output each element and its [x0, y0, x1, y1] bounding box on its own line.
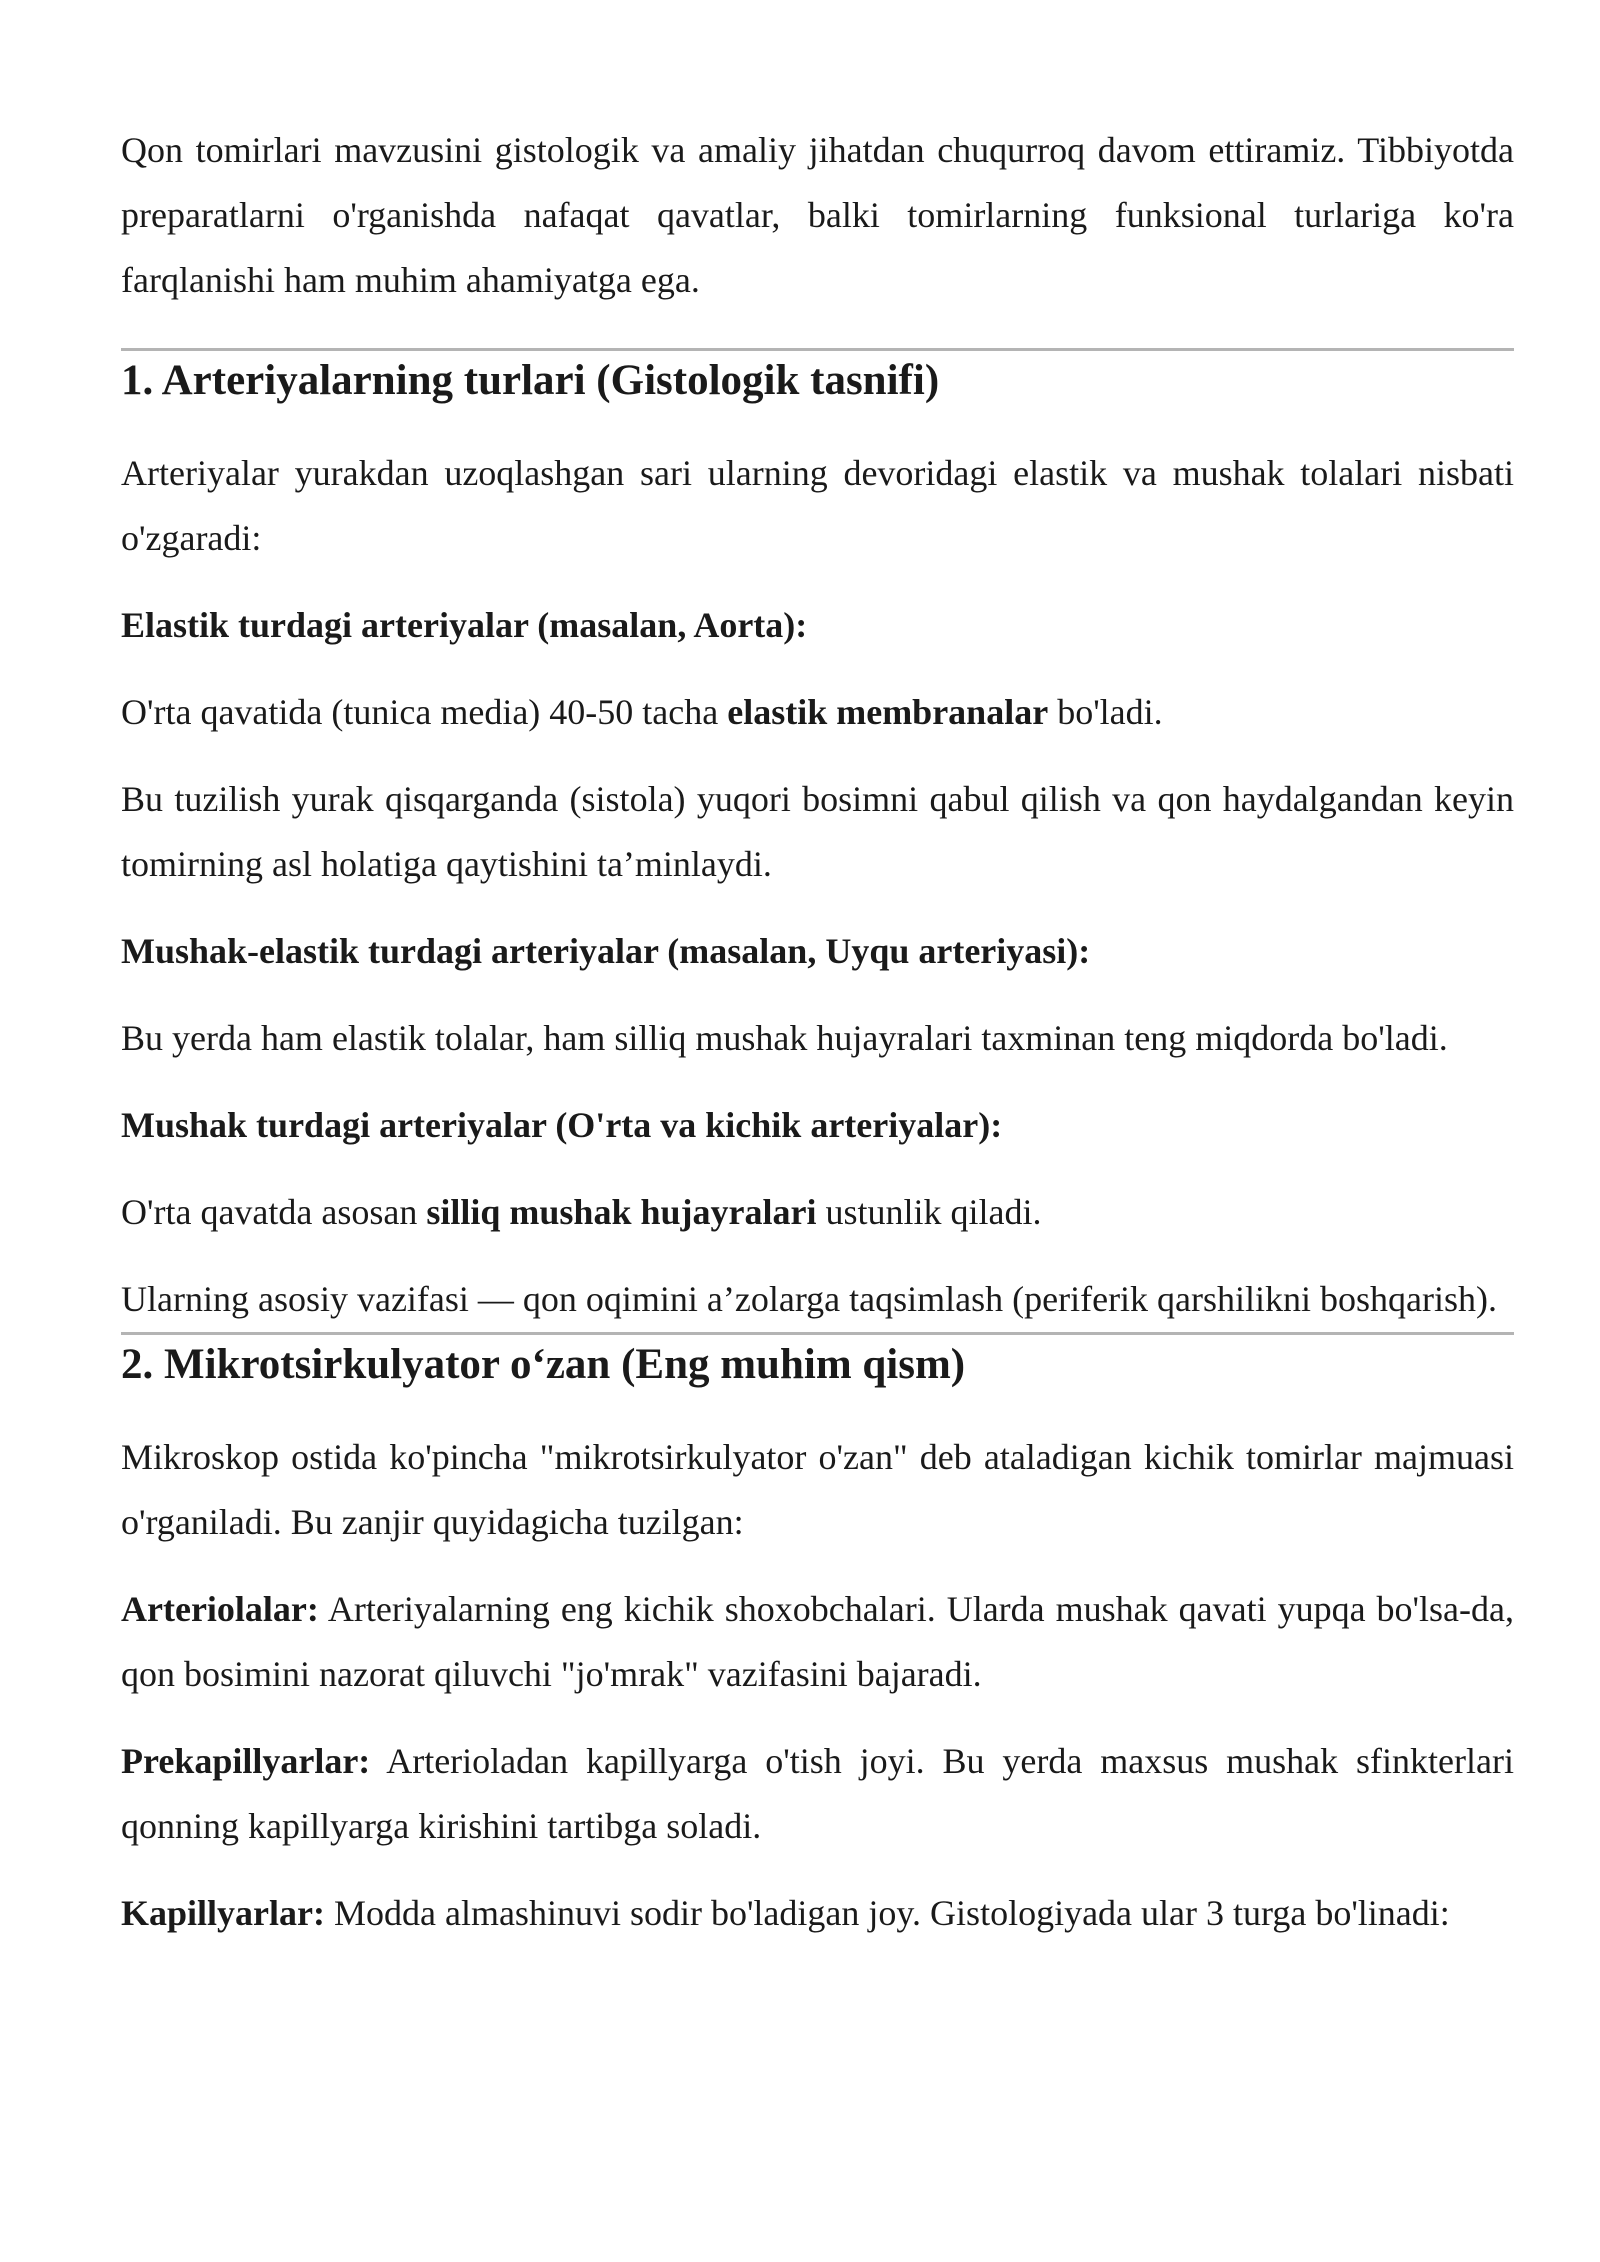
- elastic-arteries-paragraph-2: Bu tuzilish yurak qisqarganda (sistola) yuqori bosimni qabul qilish va qon haydalgandan keyin tomirning asl holatiga qaytishini ta’minlaydi.: [121, 779, 1514, 884]
- term-description: Arterioladan kapillyarga o'tish joyi. Bu yerda maxsus mushak sfinkterlari qonning kapillyarga kirishini tartibga soladi.: [121, 1741, 1514, 1846]
- muscular-elastic-paragraph: Bu yerda ham elastik tolalar, ham silliq mushak hujayralari taxminan teng miqdorda bo'ladi.: [121, 1018, 1448, 1058]
- section2-lead: Mikroskop ostida ko'pincha "mikrotsirkulyator o'zan" deb ataladigan kichik tomirlar majmuasi o'rganiladi. Bu zanjir quyidagicha tuzilgan:: [121, 1437, 1514, 1542]
- muscular-arteries-paragraph-2: Ularning asosiy vazifasi — qon oqimini a’zolarga taqsimlash (periferik qarshilikni boshqarish).: [121, 1279, 1498, 1319]
- muscular-elastic-title-text: Mushak-elastik turdagi arteriyalar (masalan, Uyqu arteriyasi):: [121, 931, 1091, 971]
- elastic-arteries-paragraph-1: [121, 680, 1514, 745]
- text-run: bo'ladi.: [1048, 692, 1163, 732]
- term-label: Kapillyarlar:: [121, 1893, 325, 1933]
- muscular-elastic-arteries-title: [121, 919, 1514, 984]
- section1-heading: 1. Arteriyalarning turlari (Gistologik tasnifi): [121, 357, 940, 404]
- list-item-prekapillyarlar: [121, 1729, 1514, 1859]
- list-item-kapillyarlar: [121, 1881, 1514, 1946]
- bold-term: silliq mushak hujayralari: [426, 1192, 817, 1232]
- list-item-arteriolalar: [121, 1577, 1514, 1707]
- muscular-arteries-title: [121, 1093, 1514, 1158]
- section2-heading: 2. Mikrotsirkulyator o‘zan (Eng muhim qism): [121, 1341, 966, 1388]
- muscular-title-text: Mushak turdagi arteriyalar (O'rta va kichik arteriyalar):: [121, 1105, 1003, 1145]
- text-run: O'rta qavatida (tunica media) 40-50 tacha: [121, 692, 728, 732]
- term-description: Arteriyalarning eng kichik shoxobchalari. Ularda mushak qavati yupqa bo'lsa-da, qon bosimini nazorat qiluvchi "jo'mrak" vazifasini bajaradi.: [121, 1589, 1514, 1694]
- elastic-arteries-title-text: Elastik turdagi arteriyalar (masalan, Aorta):: [121, 605, 808, 645]
- bold-term: elastik membranalar: [727, 692, 1049, 732]
- intro-paragraph: Qon tomirlari mavzusini gistologik va amaliy jihatdan chuqurroq davom ettiramiz. Tibbiyotda preparatlarni o'rganishda nafaqat qavatlar, balki tomirlarning funksional turlariga ko'ra farqlanishi ham muhim ahamiyatga ega.: [121, 130, 1514, 300]
- term-label: Prekapillyarlar:: [121, 1741, 371, 1781]
- section1-lead: Arteriyalar yurakdan uzoqlashgan sari ularning devoridagi elastik va mushak tolalari nisbati o'zgaradi:: [121, 453, 1514, 558]
- text-run: ustunlik qiladi.: [816, 1192, 1042, 1232]
- text-run: O'rta qavatda asosan: [121, 1192, 427, 1232]
- muscular-arteries-paragraph-1: [121, 1180, 1514, 1245]
- elastic-arteries-title: [121, 593, 1514, 658]
- document-page: [121, 118, 1514, 1946]
- term-description: Modda almashinuvi sodir bo'ladigan joy. Gistologiyada ular 3 turga bo'linadi:: [324, 1893, 1450, 1933]
- term-label: Arteriolalar:: [121, 1589, 319, 1629]
